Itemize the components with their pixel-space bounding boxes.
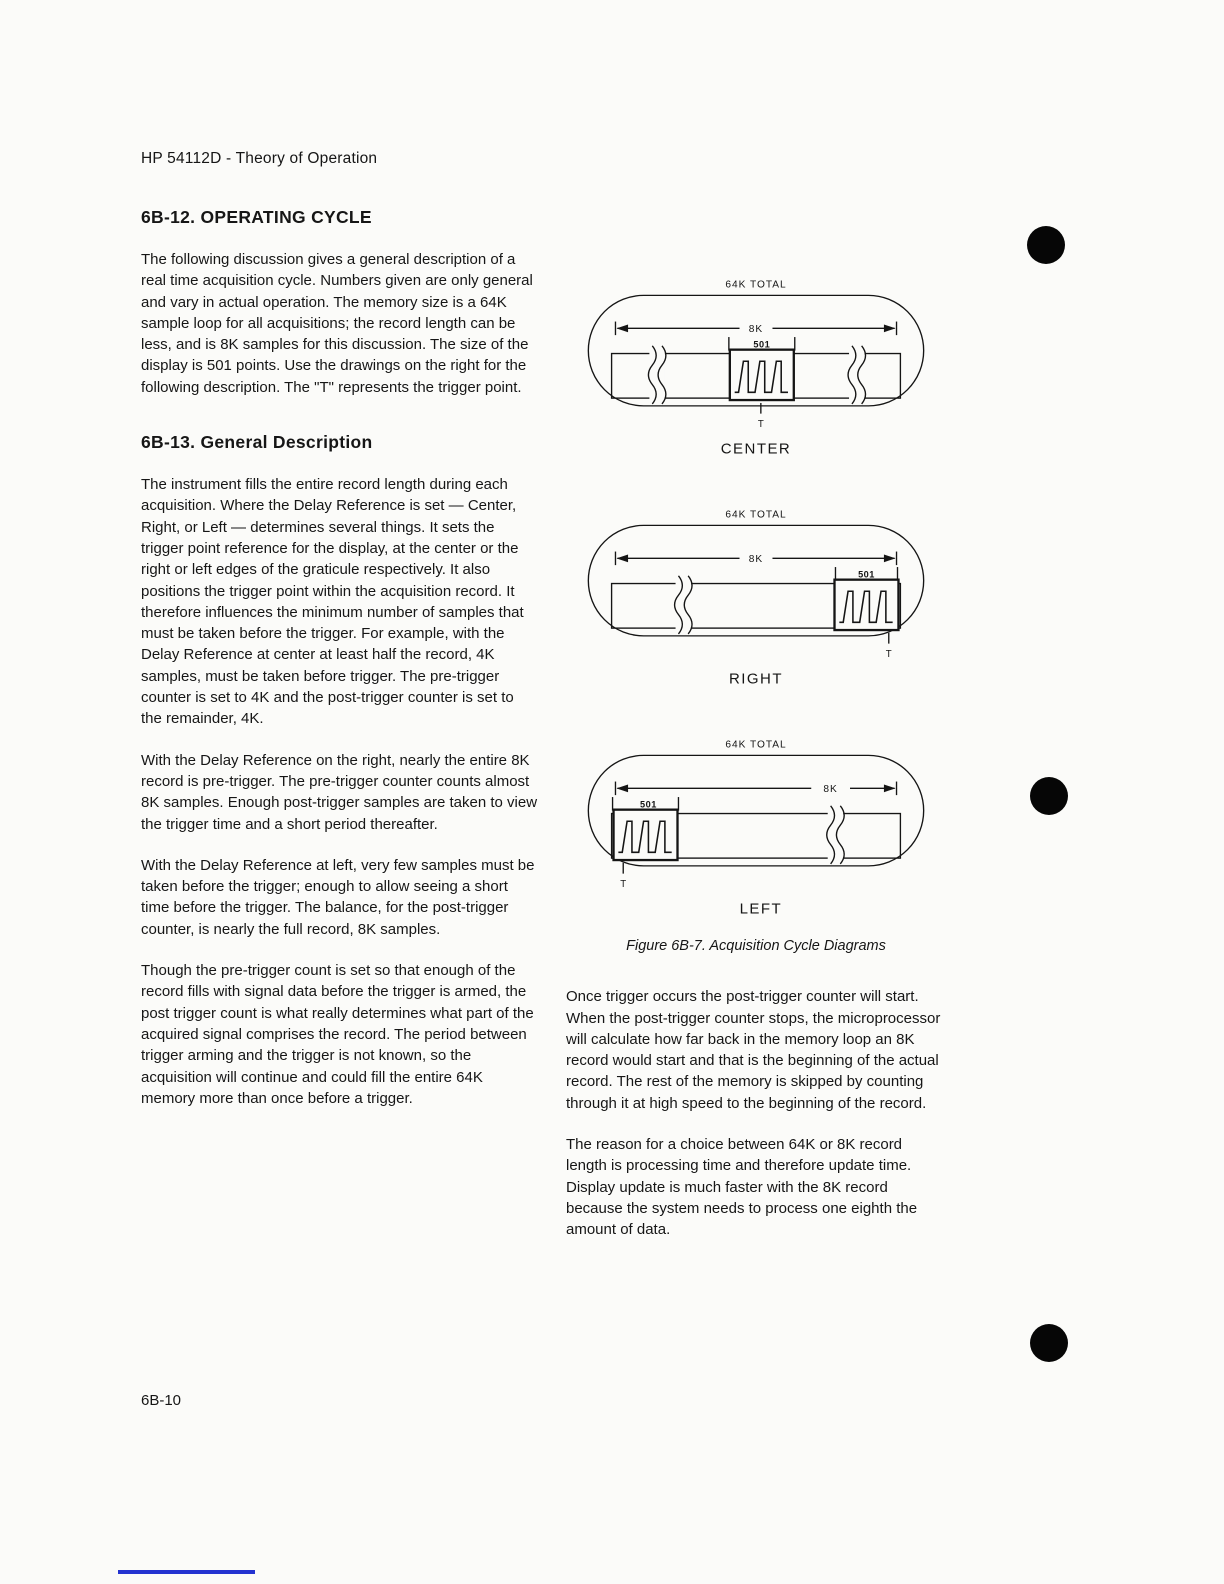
section-operating-cycle <box>141 207 538 398</box>
page-number: 6B-10 <box>141 1392 182 1409</box>
record-length-label: 8K <box>823 784 838 796</box>
total-memory-label: 64K TOTAL <box>725 279 787 291</box>
total-memory-label: 64K TOTAL <box>725 739 787 751</box>
band-break-mask <box>676 581 692 631</box>
diagram-right <box>566 506 946 692</box>
figure-caption: Figure 6B-7. Acquisition Cycle Diagrams <box>626 938 886 955</box>
arrowhead-right-icon <box>884 785 896 793</box>
arrowhead-left-icon <box>616 324 628 332</box>
delay-reference-label: RIGHT <box>729 670 783 688</box>
section-heading-general-description: 6B-13. General Description <box>141 432 373 453</box>
delay-reference-label: CENTER <box>720 440 792 458</box>
paragraph: Once trigger occurs the post-trigger counter will start. When the post-trigger counter stops, the microprocessor will calculate how far back in the memory loop an 8K record would start and that is the beginning of the actual record. The rest of the memory is skipped by counting through it at high speed to the beginning of the record. <box>566 988 941 1112</box>
paragraph: Though the pre-trigger count is set so that enough of the record fills with signal data before the trigger is armed, the post trigger count is what really determines what part of the acquired signal comprises the record. The period between trigger arming and the trigger is not known, so the acquisition will continue and could fill the entire 64K memory more than once before a trigger. <box>141 962 534 1107</box>
trigger-point-label: T <box>620 879 627 891</box>
paragraph: With the Delay Reference at left, very few samples must be taken before the trigger; enough to allow seeing a short time before the trigger. The balance, for the post-trigger counter, is nearly the full record, 8K samples. <box>141 856 535 938</box>
left-column <box>141 207 538 1143</box>
trigger-point-label: T <box>885 649 892 661</box>
band-break-mask <box>649 351 665 401</box>
acquisition-diagram-left <box>567 736 945 922</box>
diagram-center <box>566 276 946 462</box>
diagram-left <box>566 736 946 922</box>
trigger-point-label: T <box>757 419 764 431</box>
delay-reference-label: LEFT <box>739 900 783 918</box>
arrowhead-right-icon <box>884 324 896 332</box>
paragraph: With the Delay Reference on the right, nearly the entire 8K record is pre-trigger. The pre-trigger counter counts almost 8K samples. Enough post-trigger samples are taken to view the trigger time and a short period thereafter. <box>141 751 538 833</box>
acquisition-diagram-right <box>567 506 945 692</box>
section-heading-operating-cycle: 6B-12. OPERATING CYCLE <box>141 207 372 227</box>
punch-hole-dot <box>1030 1324 1068 1362</box>
bottom-blue-line <box>118 1570 255 1574</box>
band-break-mask <box>849 351 865 401</box>
arrowhead-left-icon <box>616 555 628 563</box>
right-column <box>566 262 946 1261</box>
document-header: HP 54112D - Theory of Operation <box>141 150 378 167</box>
paragraph: The instrument fills the entire record length during each acquisition. Where the Delay Reference is set — Center, Right, or Left — determines several things. It sets the trigger point reference for the display, at the center or the right or left edges of the graticule respectively. It also positions the trigger point within the acquisition record. It therefore influences the minimum number of samples that must be taken before the trigger. For example, with the Delay Reference at center at least half the record, 4K samples, must be taken before trigger. The pre-trigger counter is set to 4K and the post-trigger counter is set to the remainder, 4K. <box>141 476 524 728</box>
arrowhead-right-icon <box>884 555 896 563</box>
acquisition-diagram-center <box>567 276 945 462</box>
arrowhead-left-icon <box>616 785 628 793</box>
punch-hole-dot <box>1027 226 1065 264</box>
figure-6b7 <box>566 276 946 954</box>
display-points-label: 501 <box>753 339 771 350</box>
paragraph: The following discussion gives a general description of a real time acquisition cycle. Numbers given are only general and vary in actual operation. The memory size is a 64K sample loop for all acquisitions; the record length can be less, and is 8K samples for this discussion. The size of the display is 501 points. Use the drawings on the right for the following description. The "T" represents the trigger point. <box>141 251 533 396</box>
record-length-label: 8K <box>748 324 764 336</box>
section-general-description <box>141 432 538 1109</box>
display-points-label: 501 <box>640 799 657 810</box>
record-length-label: 8K <box>748 554 764 566</box>
paragraph: The reason for a choice between 64K or 8K record length is processing time and therefore update time. Display update is much faster with the 8K record because the system needs to process one eighth the amount of data. <box>566 1136 918 1239</box>
punch-hole-dot <box>1030 777 1068 815</box>
total-memory-label: 64K TOTAL <box>725 509 787 521</box>
band-break-mask <box>828 811 844 861</box>
display-points-label: 501 <box>858 569 875 580</box>
